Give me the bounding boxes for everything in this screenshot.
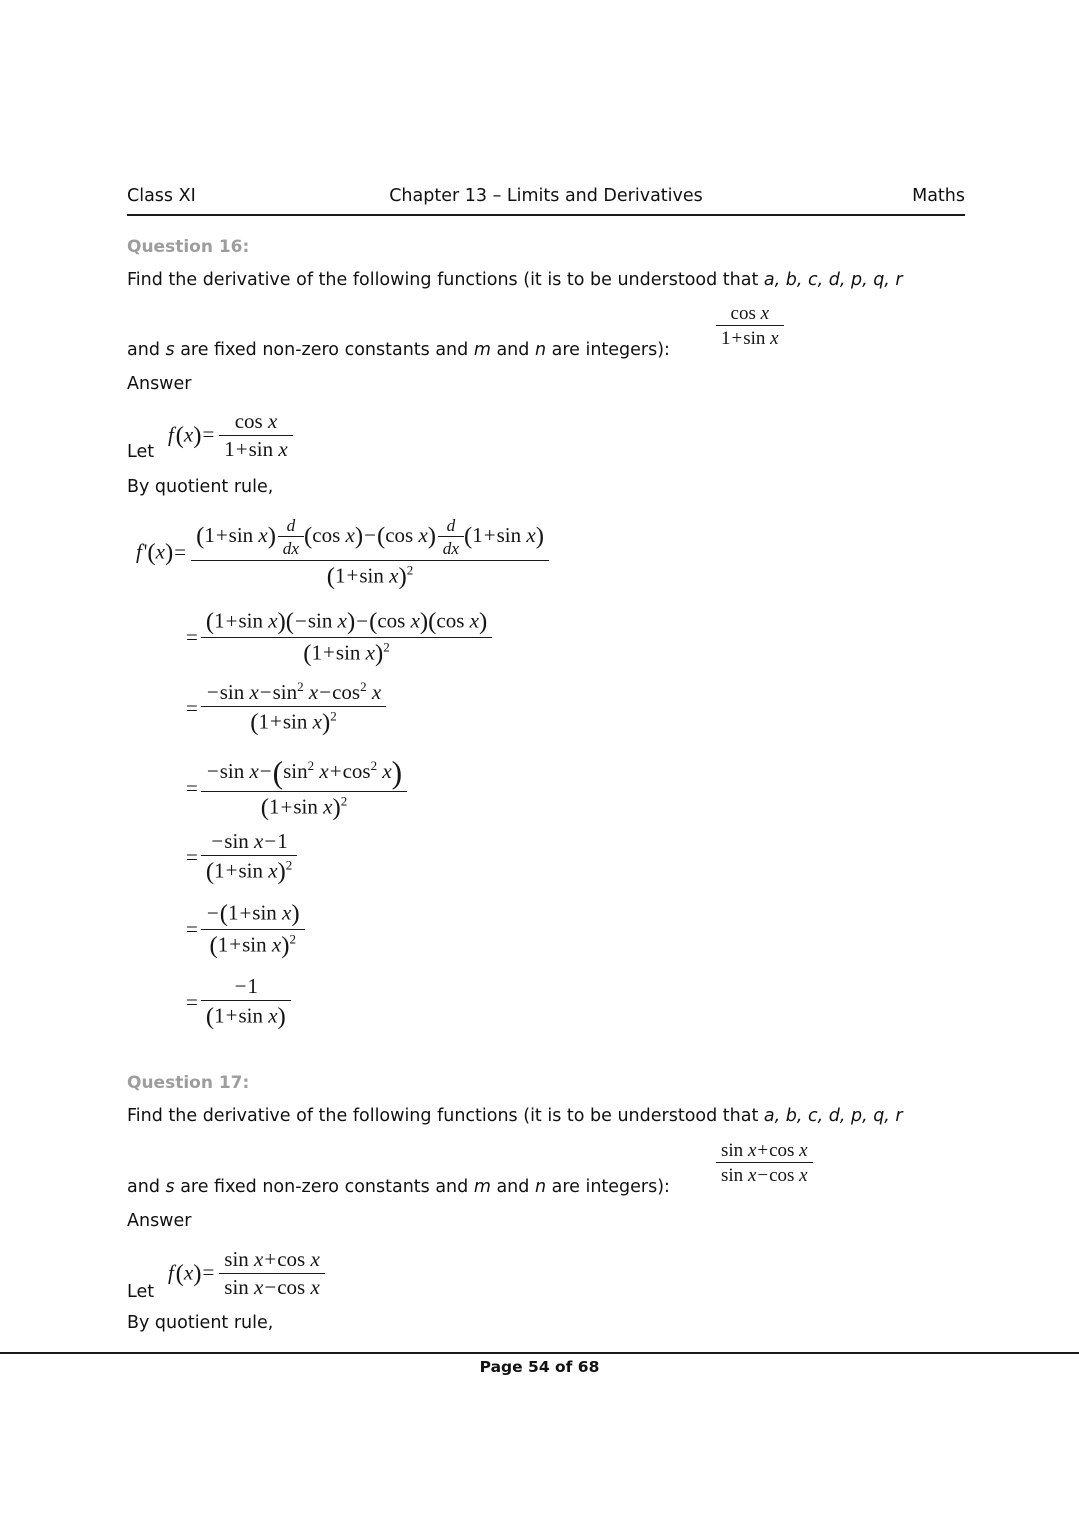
question-17-let-equation (168, 1248, 325, 1299)
header-class-label: Class XI (127, 186, 196, 206)
q16-step-1-lhs: f '(x)= (136, 539, 187, 567)
q17-prompt-var-m: m (473, 1177, 491, 1197)
question-16-step-6 (186, 900, 305, 960)
q17-prompt-text-2b: are fixed non-zero constants and (174, 1177, 474, 1197)
q16-step-2-denominator: (1+sin x)$^2$ (303, 639, 390, 667)
q16-step-3-fraction (201, 681, 386, 736)
q16-function-numerator: cos x (716, 303, 784, 326)
q16-prompt-var-m: m (473, 340, 491, 360)
q16-step-5-lhs: = (186, 845, 198, 870)
q17-let-denominator: sin x−cos x (224, 1274, 320, 1299)
q16-prompt-text-2a: and (127, 340, 166, 360)
q17-prompt-text-2d: are integers): (546, 1177, 670, 1197)
q16-step-3-lhs: = (186, 696, 198, 721)
q17-function-fraction (716, 1140, 813, 1187)
question-16-label: Question 16: (127, 237, 250, 257)
q17-function-numerator: sin x+cos x (716, 1140, 813, 1163)
q16-step-1-numerator: (1+sin x) $\frac{d}{dx}$ (cos x)−(cos x) $\frac{d}{dx}$ (1+sin x) (191, 516, 549, 561)
q16-let-lhs: f (x)= (168, 421, 215, 449)
q16-step-4-fraction (201, 755, 407, 822)
q16-prompt-text-2c: and (490, 340, 535, 360)
page-header (127, 186, 965, 216)
q17-let-lhs: f (x)= (168, 1259, 215, 1287)
q17-prompt-text-2a: and (127, 1177, 166, 1197)
q16-step-2-fraction (201, 608, 492, 668)
q16-function-denominator: 1+sin x (721, 328, 779, 350)
q17-prompt-var-s: s (165, 1177, 175, 1197)
q16-let-denominator: 1+sin x (224, 436, 288, 461)
question-16-step-4 (186, 755, 407, 822)
question-16-step-2 (186, 608, 492, 668)
q16-step-2-numerator: (1+sin x)(−sin x)−(cos x)(cos x) (201, 608, 492, 638)
q16-let-numerator: cos x (219, 410, 292, 436)
q16-prompt-var-n: n (534, 340, 547, 360)
q17-function-denominator: sin x−cos x (721, 1165, 808, 1187)
question-16-step-3 (186, 681, 386, 736)
q16-step-6-lhs: = (186, 917, 198, 942)
q16-prompt-text-2d: are integers): (546, 340, 670, 360)
q16-step-4-lhs: = (186, 776, 198, 801)
q16-prompt-var-s: s (165, 340, 175, 360)
q16-step-2-lhs: = (186, 625, 198, 650)
footer-page-number: Page 54 of 68 (479, 1358, 600, 1376)
q16-step-6-denominator: (1+sin x)$^2$ (209, 931, 296, 959)
question-16-answer-label: Answer (127, 374, 192, 394)
q16-step-5-fraction (201, 830, 297, 885)
q17-prompt-vars-1: a, b, c, d, p, q, r (763, 1106, 903, 1126)
q16-prompt-text-2b: are fixed non-zero constants and (174, 340, 474, 360)
q16-step-1-fraction (191, 516, 549, 590)
q16-step-7-fraction (201, 975, 291, 1030)
q16-step-7-numerator: −1 (201, 975, 291, 1001)
question-16-step-1 (136, 516, 549, 590)
question-16-prompt-line-2 (127, 340, 670, 360)
question-17-label: Question 17: (127, 1073, 250, 1093)
q16-step-7-lhs: = (186, 990, 198, 1015)
q17-prompt-text-2c: and (490, 1177, 535, 1197)
q17-let-fraction (219, 1248, 325, 1299)
header-subject-label: Maths (912, 186, 965, 206)
question-17-prompt-line-1 (127, 1106, 903, 1126)
q16-function-fraction (716, 303, 784, 350)
question-16-let-label: Let (127, 442, 155, 462)
question-16-let-equation (168, 410, 293, 461)
question-17-quotient-rule-label: By quotient rule, (127, 1313, 274, 1333)
q17-prompt-var-n: n (534, 1177, 547, 1197)
question-16-function-expression (716, 303, 784, 350)
question-17-answer-label: Answer (127, 1211, 192, 1231)
question-16-prompt-line-1 (127, 270, 903, 290)
q16-step-3-numerator: −sin $x-\sin^2$ $x-\cos^2$ x (201, 681, 386, 707)
footer-divider (0, 1352, 1079, 1354)
q16-step-5-denominator: (1+sin x)$^2$ (205, 857, 293, 885)
q17-let-numerator: sin x+cos x (219, 1248, 325, 1274)
q16-step-1-denominator: (1+sin x)$^2$ (326, 562, 414, 590)
question-16-step-7 (186, 975, 291, 1030)
header-chapter-title: Chapter 13 – Limits and Derivatives (389, 186, 703, 206)
question-17-let-label: Let (127, 1282, 155, 1302)
q16-step-4-denominator: (1+sin x)$^2$ (260, 793, 348, 822)
q16-step-3-denominator: (1+sin x)$^2$ (250, 708, 337, 736)
q16-let-fraction (219, 410, 292, 461)
q16-step-4-numerator: −sin $x-(\sin^2$ $x+\cos^2$ x) (201, 755, 407, 792)
q16-prompt-vars-1: a, b, c, d, p, q, r (763, 270, 903, 290)
question-17-prompt-line-2 (127, 1177, 670, 1197)
q16-step-6-fraction (201, 900, 305, 960)
q16-step-7-denominator: (1+sin x) (205, 1002, 286, 1030)
q16-step-5-numerator: −sin x−1 (201, 830, 297, 856)
question-16-quotient-rule-label: By quotient rule, (127, 477, 274, 497)
q17-prompt-text-1: Find the derivative of the following functions (it is to be understood that (127, 1106, 764, 1126)
question-16-step-5 (186, 830, 297, 885)
q16-step-6-numerator: −(1+sin x) (201, 900, 305, 930)
q16-prompt-text-1: Find the derivative of the following functions (it is to be understood that (127, 270, 764, 290)
question-17-function-expression (716, 1140, 813, 1187)
